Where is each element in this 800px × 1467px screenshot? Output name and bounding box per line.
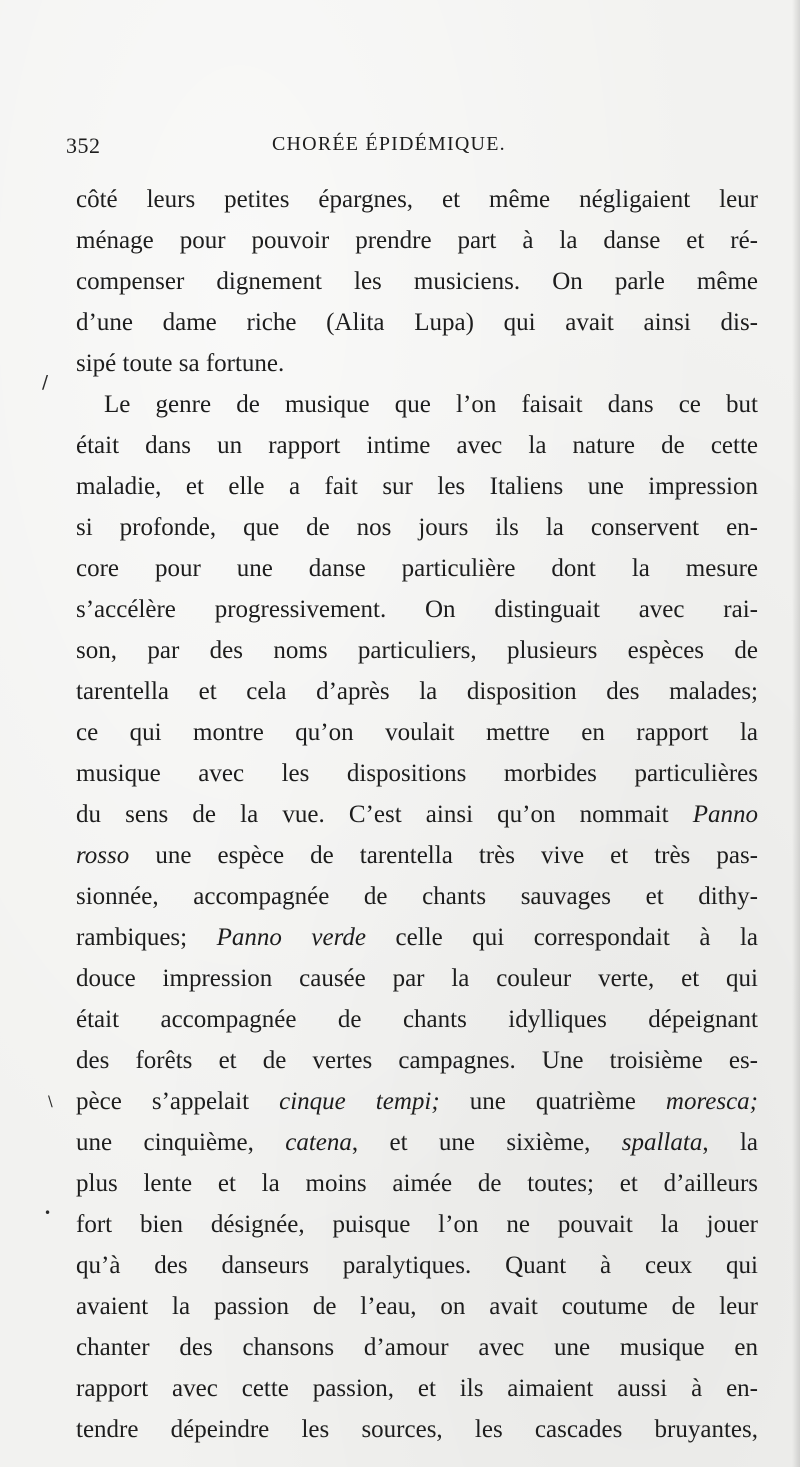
italic-term: Panno verde [216, 924, 367, 951]
margin-dot: • [44, 1206, 52, 1220]
text-segment: du sens de la vue. C’est ainsi qu’on nommait [76, 801, 693, 828]
text-line [76, 384, 758, 425]
margin-pencil-mark: \ [48, 1094, 53, 1110]
text-segment: avaient la passion de l’eau, on avait coutume de leur [76, 1293, 758, 1320]
text-segment: une cinquième, [76, 1129, 286, 1156]
text-line [76, 220, 758, 261]
page-number: 352 [66, 133, 101, 158]
text-line [76, 548, 758, 589]
text-segment: était accompagnée de chants idylliques dépeignant [76, 1006, 758, 1033]
text-segment: ménage pour pouvoir prendre part à la danse et ré- [76, 227, 758, 254]
text-line [76, 425, 758, 466]
text-line [76, 1327, 758, 1368]
text-line [76, 999, 758, 1040]
text-segment: son, par des noms particuliers, plusieurs espèces de [76, 637, 758, 664]
text-segment: des forêts et de vertes campagnes. Une troisième es- [76, 1047, 758, 1074]
text-segment: d’une dame riche (Alita Lupa) qui avait ainsi dis- [76, 309, 758, 336]
running-head [66, 133, 756, 173]
italic-term: spallata [621, 1129, 703, 1156]
text-segment: , et une sixième, [351, 1129, 622, 1156]
text-line [76, 589, 758, 630]
text-line [76, 179, 758, 220]
text-segment: , la [702, 1129, 758, 1156]
text-line [76, 1081, 758, 1122]
italic-term: catena [285, 1129, 352, 1156]
text-segment: s’accélère progressivement. On distinguait avec rai- [76, 596, 758, 623]
text-line [76, 1245, 758, 1286]
text-segment: core pour une danse particulière dont la mesure [76, 555, 758, 582]
text-segment: fort bien désignée, puisque l’on ne pouvait la jouer [76, 1211, 758, 1238]
text-line [76, 958, 758, 999]
text-segment: une quatrième [439, 1088, 666, 1115]
text-segment: une espèce de tarentella très vive et très pas- [129, 842, 758, 869]
text-line [76, 835, 758, 876]
body-text [76, 179, 758, 1450]
text-segment: sipé toute sa fortune. [76, 350, 285, 377]
text-segment: douce impression causée par la couleur verte, et qui [76, 965, 758, 992]
text-segment: était dans un rapport intime avec la nature de cette [76, 432, 758, 459]
text-segment: rambiques; [76, 924, 217, 951]
text-segment: qu’à des danseurs paralytiques. Quant à ceux qui [76, 1252, 758, 1279]
text-line [76, 261, 758, 302]
text-segment: côté leurs petites épargnes, et même négligaient leur [76, 186, 758, 213]
text-line [76, 1122, 758, 1163]
text-line [76, 507, 758, 548]
text-segment: pèce s’appelait [76, 1088, 280, 1115]
text-line [76, 1204, 758, 1245]
margin-pencil-mark: / [42, 372, 49, 393]
text-segment: maladie, et elle a fait sur les Italiens une impression [76, 473, 758, 500]
text-line [76, 712, 758, 753]
text-line [76, 466, 758, 507]
text-segment: tarentella et cela d’après la disposition des malades; [76, 678, 758, 705]
text-line [76, 876, 758, 917]
text-segment: tendre dépeindre les sources, les cascades bruyantes, [76, 1416, 758, 1443]
text-line [76, 794, 758, 835]
running-title: CHORÉE ÉPIDÉMIQUE. [272, 133, 506, 155]
text-line [76, 1286, 758, 1327]
text-segment: Le genre de musique que l’on faisait dans ce but [104, 391, 758, 418]
text-segment: musique avec les dispositions morbides particulières [76, 760, 758, 787]
text-line [76, 917, 758, 958]
page-edge-shadow [792, 0, 800, 1467]
text-line [76, 671, 758, 712]
text-line [76, 1163, 758, 1204]
italic-term: cinque tempi; [279, 1088, 440, 1115]
text-line [76, 753, 758, 794]
italic-term: Panno [692, 801, 758, 828]
text-line [76, 1409, 758, 1450]
text-segment: ce qui montre qu’on voulait mettre en rapport la [76, 719, 758, 746]
text-line [76, 1040, 758, 1081]
italic-term: moresca; [665, 1088, 758, 1115]
text-segment: si profonde, que de nos jours ils la conservent en- [76, 514, 758, 541]
text-segment: rapport avec cette passion, et ils aimaient aussi à en- [76, 1375, 758, 1402]
text-segment: chanter des chansons d’amour avec une musique en [76, 1334, 758, 1361]
text-line [76, 302, 758, 343]
text-segment: compenser dignement les musiciens. On parle même [76, 268, 758, 295]
text-segment: celle qui correspondait à la [366, 924, 758, 951]
text-segment: plus lente et la moins aimée de toutes; et d’ailleurs [76, 1170, 758, 1197]
text-line [76, 630, 758, 671]
text-line [76, 343, 758, 384]
italic-term: rosso [76, 842, 130, 869]
text-line [76, 1368, 758, 1409]
text-segment: sionnée, accompagnée de chants sauvages et dithy- [76, 883, 758, 910]
